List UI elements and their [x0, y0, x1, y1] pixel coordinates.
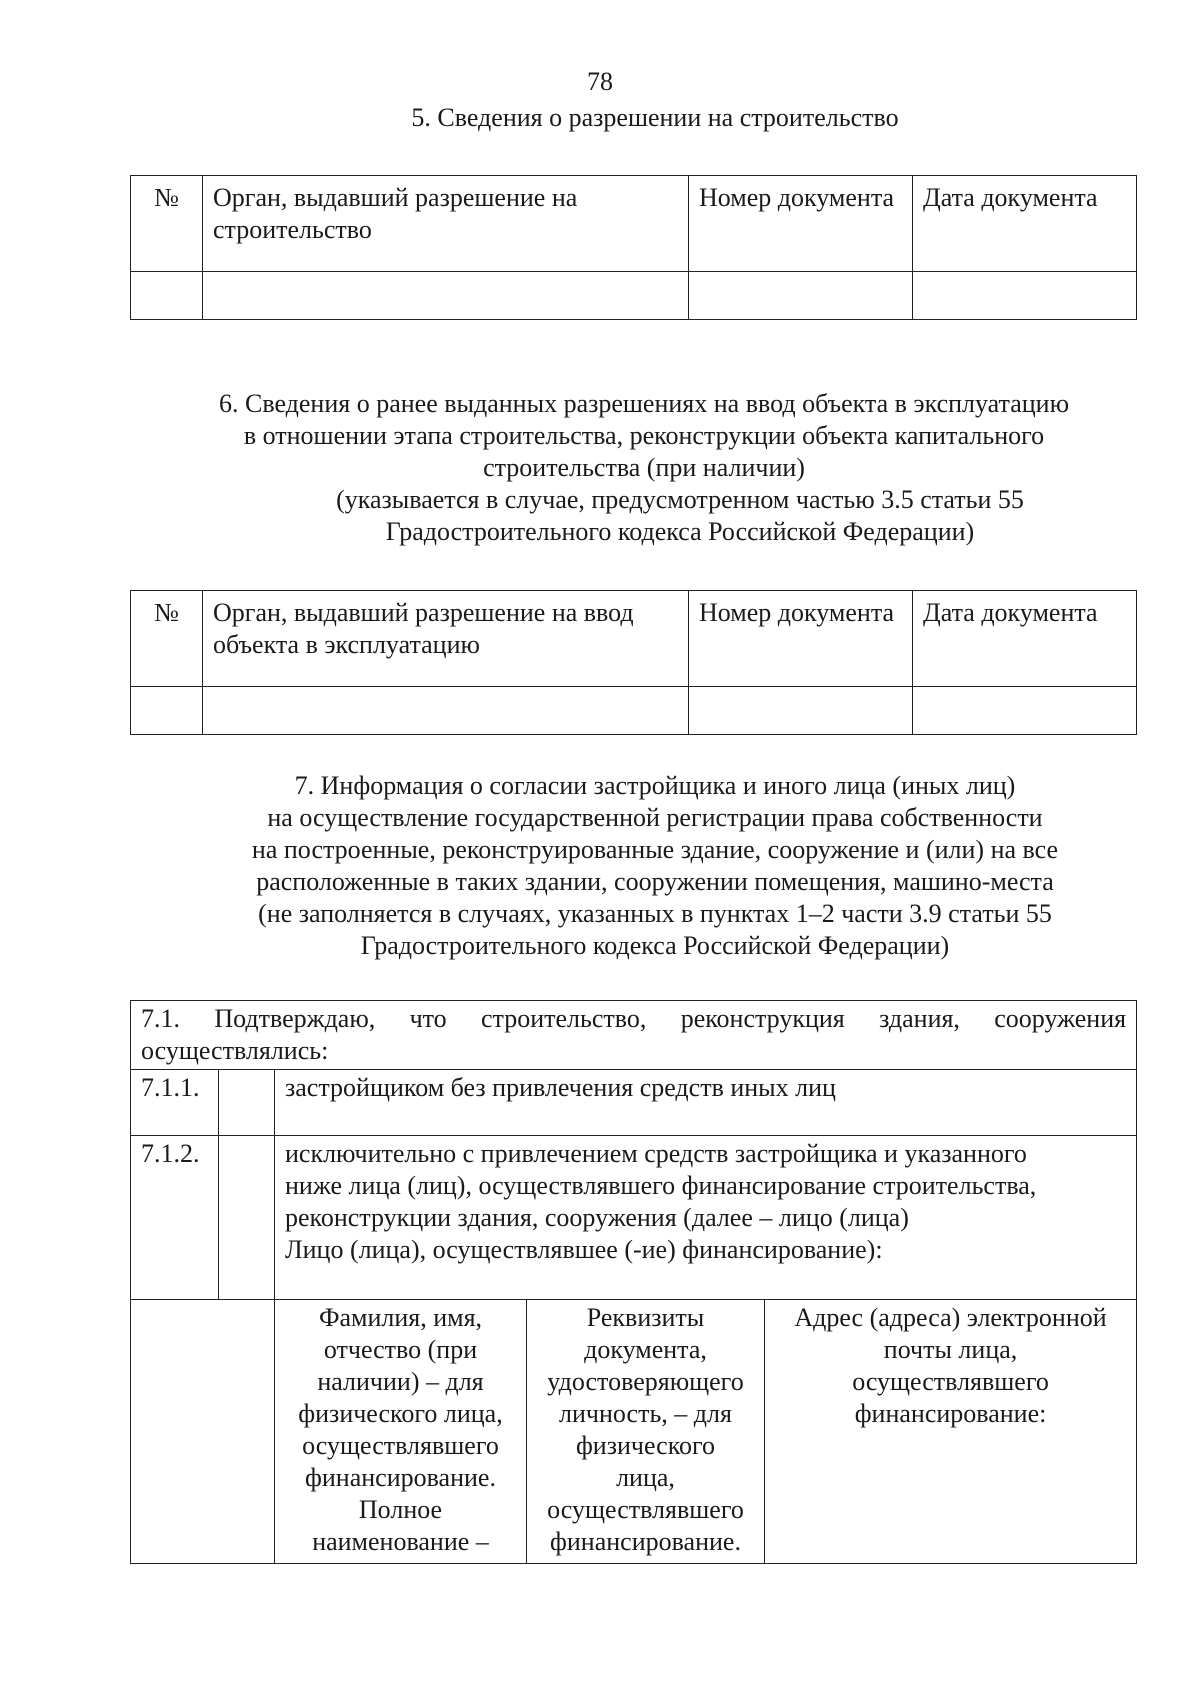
section6-title-line: Градостроительного кодекса Российской Федерации) — [385, 517, 975, 546]
financier-col-id-doc-line: финансирование. — [550, 1527, 741, 1556]
cell-doc-number[interactable] — [689, 687, 913, 735]
financier-col-email-line: Адрес (адреса) электронной — [794, 1303, 1107, 1332]
section5-title-text: 5. Сведения о разрешении на строительство — [411, 103, 899, 132]
col-header-number: № — [131, 591, 203, 687]
table-row — [131, 272, 1137, 320]
section5-table — [130, 175, 1137, 320]
col-header-number: № — [131, 176, 203, 272]
financier-col-id-doc-line: документа, — [584, 1335, 707, 1364]
item-7-1-line: 7.1. Подтверждаю, что строительство, реконструкция здания, сооружения — [141, 1004, 1127, 1033]
section6-title-line: в отношении этапа строительства, реконструкции объекта капитального — [243, 421, 1045, 450]
section7-title-line: Градостроительного кодекса Российской Федерации) — [360, 931, 950, 960]
financier-empty-cell — [131, 1300, 275, 1564]
financier-col-name-line: Полное — [358, 1495, 443, 1524]
item-7-1-2-checkbox[interactable] — [219, 1136, 275, 1300]
table-row — [131, 687, 1137, 735]
financier-col-name-line: отчество (при — [323, 1335, 478, 1364]
item-7-1-line: осуществлялись: — [141, 1036, 329, 1065]
financier-col-name-line: наименование – — [312, 1527, 489, 1556]
item-7-1-text — [131, 1001, 1137, 1070]
item-7-1-1-text: застройщиком без привлечения средств иных лиц — [275, 1070, 1137, 1136]
cell-doc-number[interactable] — [689, 272, 913, 320]
item-7-1-2-line: реконструкции здания, сооружения (далее – лицо (лица) — [285, 1203, 909, 1232]
page-number: 78 — [587, 67, 613, 96]
section5-title — [0, 102, 1200, 134]
financier-col-name-line: физического лица, — [298, 1399, 503, 1428]
financier-col-id-doc-line: Реквизиты — [586, 1303, 705, 1332]
col-header-authority: Орган, выдавший разрешение на ввод объекта в эксплуатацию — [203, 591, 689, 687]
section6-title — [0, 388, 1200, 548]
financier-col-name — [275, 1300, 527, 1564]
section7-table — [130, 1000, 1137, 1564]
section7-title-line: 7. Информация о согласии застройщика и иного лица (иных лиц) — [294, 771, 1016, 800]
cell-doc-date[interactable] — [913, 687, 1137, 735]
col-header-doc-number: Номер документа — [689, 591, 913, 687]
financier-col-name-line: осуществлявшего — [302, 1431, 499, 1460]
section6-title-line: (указывается в случае, предусмотренном частью 3.5 статьи 55 — [336, 485, 1024, 514]
item-7-1-row — [131, 1001, 1137, 1070]
item-7-1-2-text — [275, 1136, 1137, 1300]
financier-header-row — [131, 1300, 1137, 1564]
section7-title-line: на осуществление государственной регистрации права собственности — [267, 803, 1043, 832]
section6-table — [130, 590, 1137, 735]
financier-col-id-doc-line: личность, – для — [559, 1399, 732, 1428]
cell-doc-date[interactable] — [913, 272, 1137, 320]
financier-col-id-doc-line: удостоверяющего — [547, 1367, 744, 1396]
financier-col-name-line: Фамилия, имя, — [318, 1303, 483, 1332]
item-7-1-2-number: 7.1.2. — [131, 1136, 219, 1300]
col-header-authority: Орган, выдавший разрешение на строительство — [203, 176, 689, 272]
col-header-doc-date: Дата документа — [913, 176, 1137, 272]
cell-number[interactable] — [131, 272, 203, 320]
financier-col-email-line: финансирование: — [854, 1399, 1047, 1428]
col-header-doc-date: Дата документа — [913, 591, 1137, 687]
cell-authority[interactable] — [203, 687, 689, 735]
financier-col-name-line: наличии) – для — [317, 1367, 484, 1396]
table-header-row — [131, 176, 1137, 272]
item-7-1-2-line: исключительно с привлечением средств застройщика и указанного — [285, 1139, 1027, 1168]
col-header-doc-number: Номер документа — [689, 176, 913, 272]
item-7-1-2-line: ниже лица (лиц), осуществлявшего финансирование строительства, — [285, 1171, 1037, 1200]
item-7-1-1-number: 7.1.1. — [131, 1070, 219, 1136]
section7-title — [0, 770, 1200, 962]
cell-number[interactable] — [131, 687, 203, 735]
item-7-1-1-row — [131, 1070, 1137, 1136]
financier-col-id-doc-line: осуществлявшего — [547, 1495, 744, 1524]
section7-title-line: (не заполняется в случаях, указанных в пунктах 1–2 части 3.9 статьи 55 — [258, 899, 1052, 928]
section6-title-line: строительства (при наличии) — [483, 453, 805, 482]
financier-col-id-doc-line: лица, — [616, 1463, 675, 1492]
cell-authority[interactable] — [203, 272, 689, 320]
financier-col-id-doc — [527, 1300, 765, 1564]
table-header-row — [131, 591, 1137, 687]
financier-col-name-line: финансирование. — [305, 1463, 496, 1492]
financier-col-id-doc-line: физического — [575, 1431, 716, 1460]
section6-title-line: 6. Сведения о ранее выданных разрешениях на ввод объекта в эксплуатацию — [219, 389, 1069, 418]
item-7-1-1-checkbox[interactable] — [219, 1070, 275, 1136]
section7-title-line: на построенные, реконструированные здание, сооружение и (или) на все — [251, 835, 1059, 864]
financier-col-email-line: осуществлявшего — [852, 1367, 1049, 1396]
item-7-1-2-row — [131, 1136, 1137, 1300]
financier-col-email-line: почты лица, — [883, 1335, 1018, 1364]
financier-col-email — [765, 1300, 1137, 1564]
item-7-1-2-line: Лицо (лица), осуществлявшее (-ие) финансирование): — [285, 1235, 883, 1264]
section7-title-line: расположенные в таких здании, сооружении помещения, машино-места — [256, 867, 1054, 896]
